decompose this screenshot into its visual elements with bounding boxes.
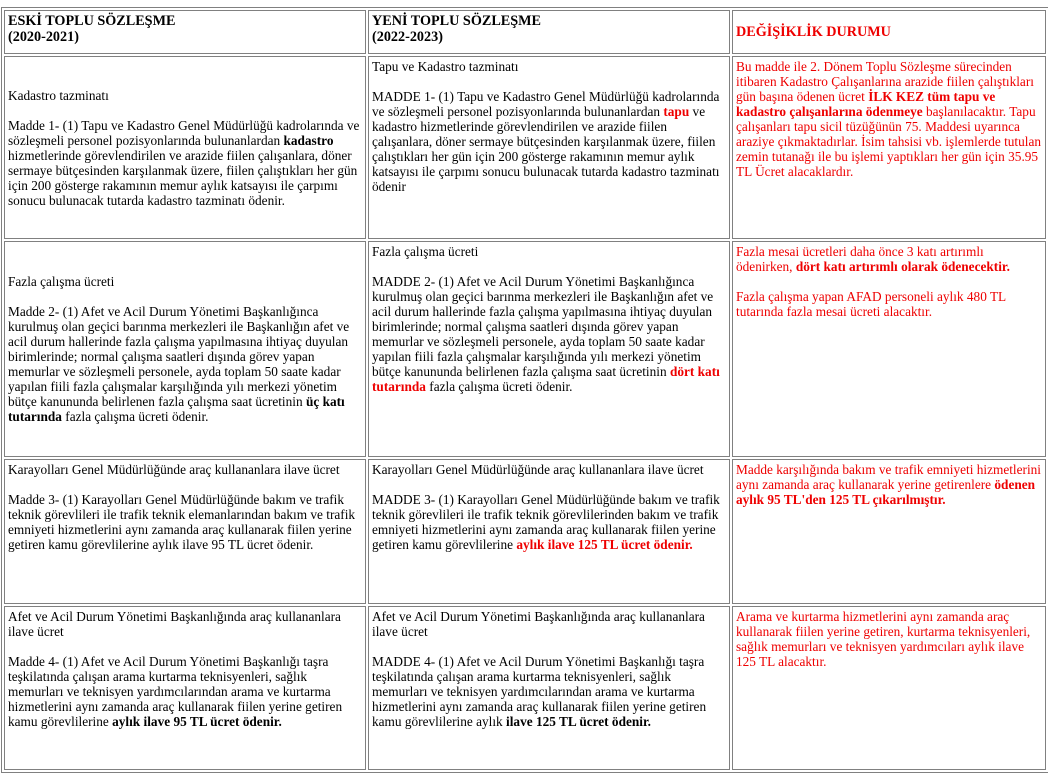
old-cell-4: [4, 606, 366, 770]
new-article-text: MADDE 1- (1) Tapu ve Kadastro Genel Müdürlüğü kadrolarında ve sözleşmeli personel pozisyonlarında bulunanlardan tapu ve kadastro hizmetlerinde görevlendirilen ve arazide fiilen çalışanlara, döner sermaye bütçesinden karşılanmak üzere, fiilen çalıştıkları her gün için 200 gösterge rakamının memur aylık katsayısı ile çarpımı sonucu bulunacak tutarda kadastro tazminatı ödenir: [372, 89, 720, 194]
change-text: Fazla mesai ücretleri daha önce 3 katı artırımlı ödenirken, dört katı artırımlı olarak ödenecektir.: [736, 244, 1010, 274]
header-change-status: [732, 10, 1046, 54]
new-article-text: MADDE 2- (1) Afet ve Acil Durum Yönetimi Başkanlığınca kurulmuş olan geçici barınma merkezleri ile Başkanlığın afet ve acil durum hallerinde fazla çalışma yapılmasına ihtiyaç duyulan birimlerinde; normal çalışma saatleri dışında görev yapan memurlar ve sözleşmeli personele, ayda toplam 50 saate kadar yapılan fiili fazla çalışmalar karşılığında yılı merkezi yönetim bütçe kanununda belirlenen fazla çalışma saat ücretinin dört katı tutarında fazla çalışma ücreti ödenir.: [372, 274, 720, 394]
header-new-years: (2022-2023): [372, 29, 443, 45]
change-cell-3: [732, 459, 1046, 604]
change-text: Madde karşılığında bakım ve trafik emniyeti hizmetlerini aynı zamanda araç kullanarak yerine getirenlere ödenen aylık 95 TL'den 125 TL çıkarılmıştır.: [736, 462, 1041, 507]
change-cell-4: [732, 606, 1046, 770]
change-cell-1: [732, 56, 1046, 239]
old-article-title: Fazla çalışma ücreti: [8, 274, 115, 289]
table-row: [4, 606, 1046, 770]
header-row: [4, 10, 1046, 54]
old-article-text: Madde 2- (1) Afet ve Acil Durum Yönetimi Başkanlığınca kurulmuş olan geçici barınma merkezleri ile Başkanlığın afet ve acil durum hallerinde fazla çalışma yapılmasına ihtiyaç duyulan birimlerinde; normal çalışma saatleri dışında görev yapan memurlar ve sözleşmeli personele, ayda toplam 50 saate kadar yapılan fiili fazla çalışmalar karşılığında yılı merkezi yönetim bütçe kanununda belirlenen fazla çalışma saat ücretinin üç katı tutarında fazla çalışma ücreti ödenir.: [8, 304, 350, 424]
old-article-text: Madde 1- (1) Tapu ve Kadastro Genel Müdürlüğü kadrolarında ve sözleşmeli personel pozisyonlarında bulunanlardan kadastro hizmetlerinde görevlendirilen ve arazide fiilen çalışanlara, döner sermaye bütçesinden karşılanmak üzere, fiilen çalıştıkları her gün için 200 gösterge rakamının memur aylık katsayısı ile çarpımı sonucu bulunacak tutarda kadastro tazminatı ödenir.: [8, 117, 360, 208]
new-article-title: Karayolları Genel Müdürlüğünde araç kullananlara ilave ücret: [372, 462, 704, 477]
new-article-text: MADDE 4- (1) Afet ve Acil Durum Yönetimi Başkanlığı taşra teşkilatında çalışan arama kurtarma teknisyenleri, sağlık memurları ve teknisyen yardımcılarından arama ve kurtarma hizmetlerini aynı zamanda araç kullanarak fiilen yerine getiren kamu görevlilerine aylık ilave 125 TL ücret ödenir.: [372, 654, 707, 729]
header-old-agreement: [4, 10, 366, 54]
old-article-title: Afet ve Acil Durum Yönetimi Başkanlığında araç kullananlara ilave ücret: [8, 609, 341, 639]
new-cell-1: [368, 56, 730, 239]
new-cell-3: [368, 459, 730, 604]
table-row: [4, 56, 1046, 239]
header-new-title: YENİ TOPLU SÖZLEŞME: [372, 13, 541, 29]
header-old-years: (2020-2021): [8, 29, 79, 45]
header-old-title: ESKİ TOPLU SÖZLEŞME: [8, 13, 176, 29]
change-text-extra: Fazla çalışma yapan AFAD personeli aylık 480 TL tutarında fazla mesai ücreti alacaktır.: [736, 289, 1006, 319]
change-text: Arama ve kurtarma hizmetlerini aynı zamanda araç kullanarak fiilen yerine getiren, kurtarma teknisyenleri, sağlık memurları ve teknisyen yardımcıları aylık ilave 125 TL alacaktır.: [736, 609, 1031, 669]
table-row: [4, 459, 1046, 604]
old-article-title: Karayolları Genel Müdürlüğünde araç kullananlara ilave ücret: [8, 462, 340, 477]
new-article-title: Tapu ve Kadastro tazminatı: [372, 59, 519, 74]
new-cell-2: [368, 241, 730, 457]
old-cell-2: [4, 241, 366, 457]
new-article-title: Afet ve Acil Durum Yönetimi Başkanlığında araç kullananlara ilave ücret: [372, 609, 705, 639]
comparison-table: [1, 7, 1048, 773]
new-article-title: Fazla çalışma ücreti: [372, 244, 479, 259]
table-row: [4, 241, 1046, 457]
new-article-text: MADDE 3- (1) Karayolları Genel Müdürlüğünde bakım ve trafik teknik görevlileri ile trafik teknik görevlilerinden bakım ve trafik emniyeti hizmetlerini aynı zamanda araç kullanarak fiilen yerine getiren kamu görevlilerine aylık ilave 125 TL ücret ödenir.: [372, 492, 720, 552]
old-article-title: Kadastro tazminatı: [8, 87, 109, 103]
change-cell-2: [732, 241, 1046, 457]
new-cell-4: [368, 606, 730, 770]
old-cell-3: [4, 459, 366, 604]
header-new-agreement: [368, 10, 730, 54]
old-article-text: Madde 4- (1) Afet ve Acil Durum Yönetimi Başkanlığı taşra teşkilatında çalışan arama kurtarma teknisyenleri, sağlık memurları ve teknisyen yardımcılarından arama ve kurtarma hizmetlerini aynı zamanda araç kullanarak fiilen yerine getiren kamu görevlilerine aylık ilave 95 TL ücret ödenir.: [8, 654, 343, 729]
change-text: Bu madde ile 2. Dönem Toplu Sözleşme sürecinden itibaren Kadastro Çalışanlarına arazide fiilen çalıştıkları gün başına ödenen ücret İLK KEZ tüm tapu ve kadastro çalışanlarına ödenmeye başlanılacaktır. Tapu çalışanları tapu sicil tüzüğünün 75. Maddesi uyarınca araziye çıkmaktadırlar. İsim tahsisi vb. işlemlerde tutulan zemin tutanağı ile bu işlemi yaptıkları her gün için 35.95 TL Ücret alacaklardır.: [736, 59, 1041, 179]
old-article-text: Madde 3- (1) Karayolları Genel Müdürlüğünde bakım ve trafik teknik görevlileri ile trafik teknik elemanlarından bakım ve trafik emniyeti hizmetlerini aynı zamanda araç kullanarak fiilen yerine getiren kamu görevlilerine aylık ilave 95 TL ücret ödenir.: [8, 492, 356, 552]
old-cell-1: [4, 56, 366, 239]
header-change-title: DEĞİŞİKLİK DURUMU: [736, 24, 891, 40]
